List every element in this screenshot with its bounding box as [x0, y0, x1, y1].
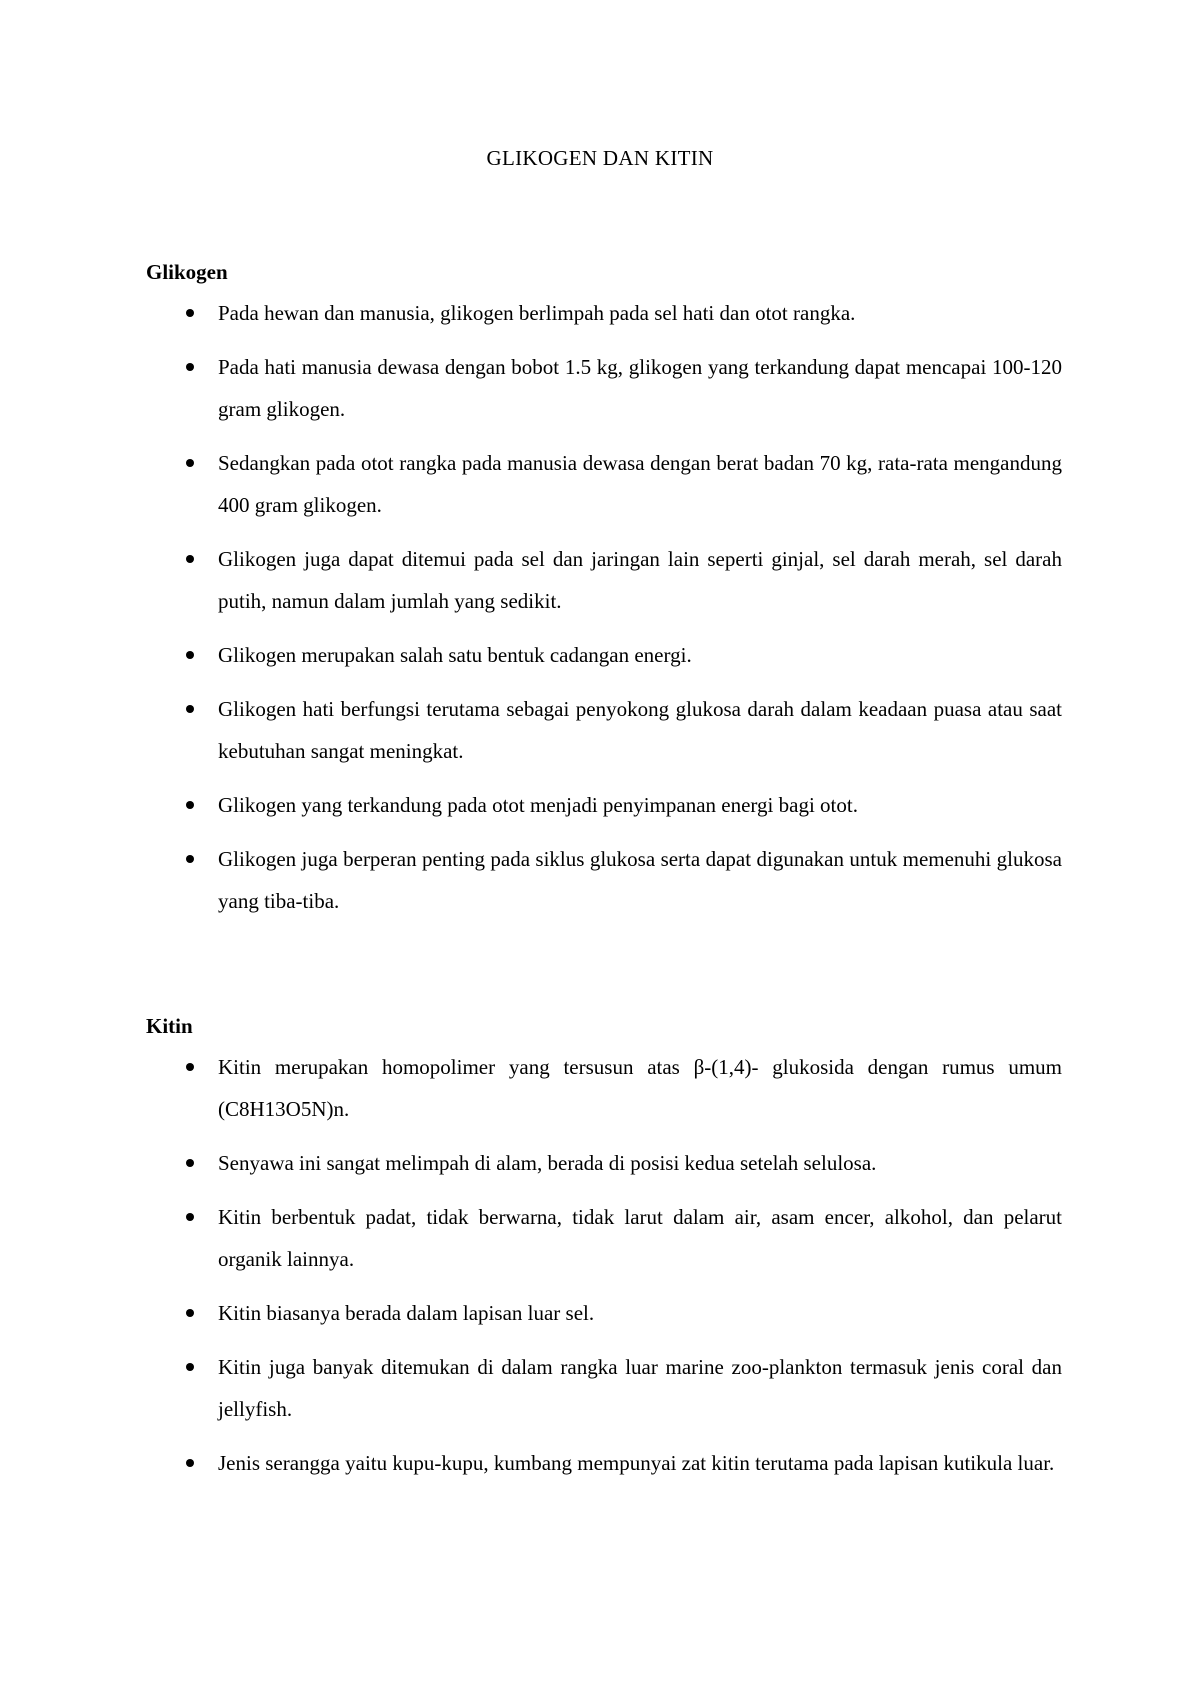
list-item	[146, 346, 1062, 430]
list-item-text: Kitin juga banyak ditemukan di dalam rangka luar marine zoo-plankton termasuk jenis coral dan jellyfish.	[218, 1355, 1062, 1421]
list-item	[146, 1292, 1062, 1334]
bullet-icon	[186, 651, 194, 659]
list-item	[146, 688, 1062, 772]
list-item-text: Kitin berbentuk padat, tidak berwarna, tidak larut dalam air, asam encer, alkohol, dan pelarut organik lainnya.	[218, 1205, 1062, 1271]
bullet-icon	[186, 801, 194, 809]
section-heading: Glikogen	[146, 260, 228, 284]
list-item-text: Pada hewan dan manusia, glikogen berlimpah pada sel hati dan otot rangka.	[218, 301, 856, 325]
list-item-text: Kitin merupakan homopolimer yang tersusun atas β-(1,4)- glukosida dengan rumus umum (C8H13O5N)n.	[218, 1055, 1062, 1121]
list-item-text: Jenis serangga yaitu kupu-kupu, kumbang mempunyai zat kitin terutama pada lapisan kutikula luar.	[218, 1451, 1055, 1475]
list-item	[146, 538, 1062, 622]
section-glikogen	[146, 252, 1062, 934]
bullet-list	[146, 292, 1062, 922]
list-item	[146, 1442, 1062, 1484]
list-item	[146, 784, 1062, 826]
list-item	[146, 1046, 1062, 1130]
list-item	[146, 292, 1062, 334]
bullet-icon	[186, 1159, 194, 1167]
list-item	[146, 1196, 1062, 1280]
list-item-text: Glikogen yang terkandung pada otot menjadi penyimpanan energi bagi otot.	[218, 793, 858, 817]
bullet-icon	[186, 459, 194, 467]
bullet-icon	[186, 1309, 194, 1317]
list-item-text: Glikogen juga berperan penting pada siklus glukosa serta dapat digunakan untuk memenuhi glukosa yang tiba-tiba.	[218, 847, 1062, 913]
list-item	[146, 442, 1062, 526]
bullet-icon	[186, 363, 194, 371]
list-item-text: Glikogen juga dapat ditemui pada sel dan jaringan lain seperti ginjal, sel darah merah, sel darah putih, namun dalam jumlah yang sedikit.	[218, 547, 1062, 613]
bullet-icon	[186, 309, 194, 317]
list-item	[146, 1346, 1062, 1430]
bullet-icon	[186, 1459, 194, 1467]
list-item	[146, 1142, 1062, 1184]
list-item	[146, 838, 1062, 922]
bullet-icon	[186, 855, 194, 863]
list-item-text: Senyawa ini sangat melimpah di alam, berada di posisi kedua setelah selulosa.	[218, 1151, 877, 1175]
bullet-icon	[186, 1063, 194, 1071]
bullet-icon	[186, 1213, 194, 1221]
bullet-icon	[186, 1363, 194, 1371]
list-item-text: Glikogen hati berfungsi terutama sebagai penyokong glukosa darah dalam keadaan puasa atau saat kebutuhan sangat meningkat.	[218, 697, 1062, 763]
page-title: GLIKOGEN DAN KITIN	[486, 146, 714, 170]
bullet-icon	[186, 705, 194, 713]
list-item-text: Glikogen merupakan salah satu bentuk cadangan energi.	[218, 643, 692, 667]
section-kitin	[146, 1006, 1062, 1496]
list-item	[146, 634, 1062, 676]
list-item-text: Pada hati manusia dewasa dengan bobot 1.5 kg, glikogen yang terkandung dapat mencapai 100-120 gram glikogen.	[218, 355, 1062, 421]
bullet-icon	[186, 555, 194, 563]
list-item-text: Sedangkan pada otot rangka pada manusia dewasa dengan berat badan 70 kg, rata-rata mengandung 400 gram glikogen.	[218, 451, 1062, 517]
section-heading: Kitin	[146, 1014, 193, 1038]
list-item-text: Kitin biasanya berada dalam lapisan luar sel.	[218, 1301, 595, 1325]
bullet-list	[146, 1046, 1062, 1484]
